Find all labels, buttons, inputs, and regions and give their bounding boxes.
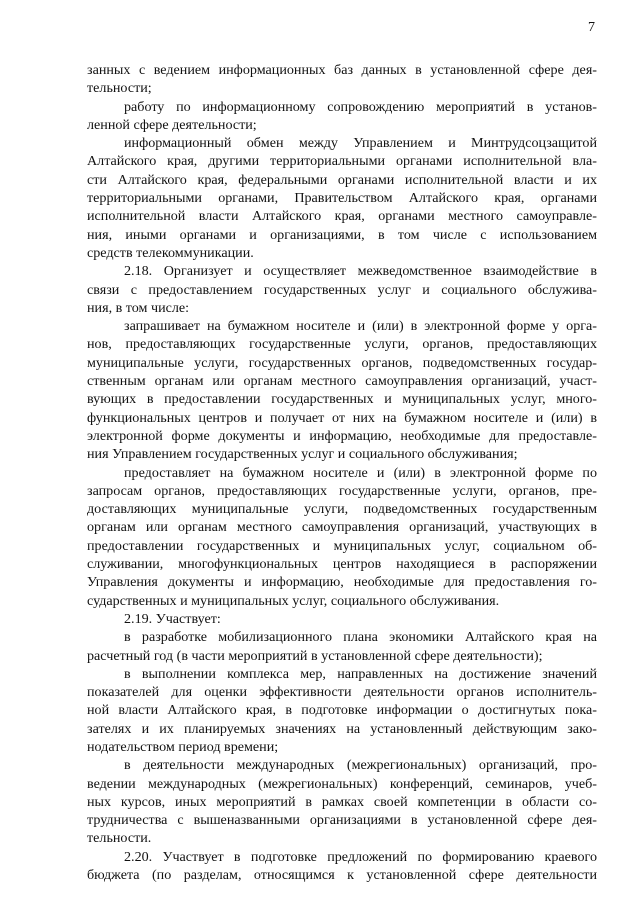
- text-line: служивании, многофункциональных центров находящиеся в распоряжении: [87, 556, 597, 573]
- text-line: нодательством период времени;: [87, 738, 279, 755]
- text-line: исполнительной власти Алтайского края, органами местного самоуправле-: [87, 208, 597, 225]
- text-line: работу по информационному сопровождению мероприятий в установ-: [124, 98, 597, 115]
- text-line: бюджета (по разделам, относящимся к установленной сфере деятельности: [87, 867, 597, 884]
- text-line: в выполнении комплекса мер, направленных на достижение значений: [124, 665, 597, 682]
- text-line: трудничества с вышеназванными организациями в установленной сфере дея-: [87, 812, 597, 829]
- text-line: органам или органам местного самоуправления организаций, участвующих в: [87, 519, 597, 536]
- text-line: расчетный год (в части мероприятий в установленной сфере деятельности);: [87, 647, 543, 664]
- text-line: средств телекоммуникации.: [87, 244, 254, 261]
- text-line: 2.19. Участвует:: [124, 610, 221, 627]
- text-line: тельности;: [87, 80, 152, 97]
- text-line: предоставляет на бумажном носителе и (или) в электронной форме по: [124, 464, 597, 481]
- text-line: ния, в том числе:: [87, 299, 190, 316]
- text-line: в разработке мобилизационного плана экономики Алтайского края на: [124, 629, 597, 646]
- text-line: Алтайского края, другими территориальными органами исполнительной вла-: [87, 153, 597, 170]
- text-line: занных с ведением информационных баз данных в установленной сфере дея-: [87, 62, 597, 78]
- text-line: Управления документы и информацию, необходимые для предоставления го-: [87, 574, 597, 591]
- document-body: [87, 61, 597, 884]
- text-line: территориальными органами, Правительством Алтайского края, органами: [87, 190, 597, 207]
- text-line: в деятельности международных (межрегиональных) организаций, про-: [124, 757, 597, 774]
- text-line: 2.18. Организует и осуществляет межведомственное взаимодействие в: [124, 263, 597, 280]
- text-line: запрашивает на бумажном носителе и (или) в электронной форме у орга-: [124, 318, 597, 335]
- text-line: электронной форме документы и информацию, необходимые для предоставле-: [87, 427, 597, 444]
- text-line: сударственных и муниципальных услуг, социального обслуживания.: [87, 592, 500, 609]
- text-line: функциональных центров и получает от них на бумажном носителе и (или) в: [87, 409, 597, 426]
- text-line: запросам органов, предоставляющих государственные услуги, органов, пре-: [87, 482, 597, 499]
- page-number: 7: [588, 20, 595, 35]
- text-line: ведении международных (межрегиональных) конференций, семинаров, учеб-: [87, 775, 597, 792]
- text-line: сти Алтайского края, федеральными органами исполнительной власти и их: [87, 171, 597, 188]
- text-line: муниципальные услуги, государственных органов, подведомственных государ-: [87, 354, 597, 371]
- text-line: предоставлении государственных и муниципальных услуг, социальном об-: [87, 537, 597, 554]
- text-line: ленной сфере деятельности;: [87, 116, 257, 133]
- text-line: ственным органам или органам местного самоуправления организаций, участ-: [87, 373, 597, 390]
- text-line: ных курсов, иных мероприятий в рамках своей компетенции в области со-: [87, 793, 597, 810]
- text-line: показателей для оценки эффективности деятельности органов исполнитель-: [87, 684, 597, 701]
- text-line: информационный обмен между Управлением и Минтрудсоцзащитой: [124, 135, 597, 152]
- text-line: ния, иными органами и организациями, в том числе с использованием: [87, 226, 597, 243]
- text-line: ния Управлением государственных услуг и социального обслуживания;: [87, 446, 518, 463]
- text-line: нов, предоставляющих государственные услуги, органов, предоставляющих: [87, 336, 597, 353]
- text-line: ной власти Алтайского края, в подготовке информации о достигнутых пока-: [87, 702, 597, 719]
- text-line: вующих в предоставлении государственных и муниципальных услуг, много-: [87, 391, 597, 408]
- text-line: зателях и их планируемых значениях на установленный действующим зако-: [87, 720, 597, 737]
- text-line: тельности.: [87, 830, 152, 847]
- text-line: 2.20. Участвует в подготовке предложений по формированию краевого: [124, 848, 597, 865]
- text-line: доставляющих муниципальные услуги, подведомственных государственным: [87, 501, 597, 518]
- text-line: связи с предоставлением государственных услуг и социального обслужива-: [87, 281, 597, 298]
